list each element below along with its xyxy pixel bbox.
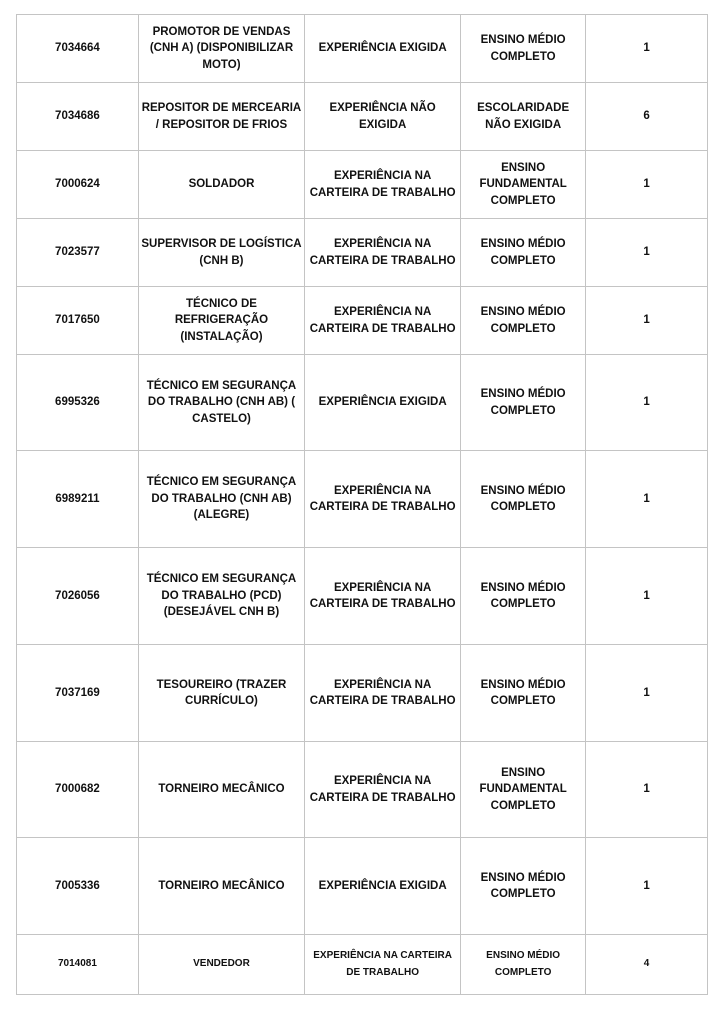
vacancy-code: 7034664 — [17, 15, 139, 83]
vacancy-education: ESCOLARIDADE NÃO EXIGIDA — [461, 83, 586, 151]
vacancy-experience: EXPERIÊNCIA EXIGIDA — [305, 838, 461, 935]
vacancy-openings: 1 — [586, 742, 708, 838]
vacancy-code: 6989211 — [17, 451, 139, 548]
vacancy-code: 7037169 — [17, 645, 139, 742]
table-row — [17, 219, 708, 287]
vacancy-code: 6995326 — [17, 355, 139, 451]
vacancy-openings: 1 — [586, 219, 708, 287]
vacancy-role: TÉCNICO DE REFRIGERAÇÃO (INSTALAÇÃO) — [138, 287, 304, 355]
vacancy-code: 7000624 — [17, 151, 139, 219]
table-row — [17, 83, 708, 151]
vacancy-openings: 1 — [586, 838, 708, 935]
vacancy-role: PROMOTOR DE VENDAS (CNH A) (DISPONIBILIZAR MOTO) — [138, 15, 304, 83]
vacancy-experience: EXPERIÊNCIA EXIGIDA — [305, 15, 461, 83]
vacancy-role: TÉCNICO EM SEGURANÇA DO TRABALHO (PCD) (DESEJÁVEL CNH B) — [138, 548, 304, 645]
vacancy-education: ENSINO MÉDIO COMPLETO — [461, 15, 586, 83]
vacancy-openings: 1 — [586, 355, 708, 451]
vacancy-education: ENSINO MÉDIO COMPLETO — [461, 548, 586, 645]
vacancy-code: 7034686 — [17, 83, 139, 151]
vacancy-role: SUPERVISOR DE LOGÍSTICA (CNH B) — [138, 219, 304, 287]
vacancy-code: 7017650 — [17, 287, 139, 355]
table-row — [17, 451, 708, 548]
table-row — [17, 548, 708, 645]
vacancy-education: ENSINO MÉDIO COMPLETO — [461, 355, 586, 451]
vacancy-role: TORNEIRO MECÂNICO — [138, 742, 304, 838]
vacancy-experience: EXPERIÊNCIA NA CARTEIRA DE TRABALHO — [305, 451, 461, 548]
vacancy-role: TORNEIRO MECÂNICO — [138, 838, 304, 935]
vacancy-education: ENSINO FUNDAMENTAL COMPLETO — [461, 742, 586, 838]
vacancy-education: ENSINO MÉDIO COMPLETO — [461, 838, 586, 935]
vacancy-openings: 1 — [586, 15, 708, 83]
vacancy-role: TÉCNICO EM SEGURANÇA DO TRABALHO (CNH AB) (ALEGRE) — [138, 451, 304, 548]
table-row — [17, 838, 708, 935]
vacancy-experience: EXPERIÊNCIA NA CARTEIRA DE TRABALHO — [305, 935, 461, 995]
vacancy-experience: EXPERIÊNCIA NA CARTEIRA DE TRABALHO — [305, 219, 461, 287]
vacancy-education: ENSINO MÉDIO COMPLETO — [461, 451, 586, 548]
vacancy-code: 7005336 — [17, 838, 139, 935]
vacancy-education: ENSINO FUNDAMENTAL COMPLETO — [461, 151, 586, 219]
vacancy-table — [16, 14, 708, 995]
vacancy-openings: 1 — [586, 548, 708, 645]
vacancy-experience: EXPERIÊNCIA NA CARTEIRA DE TRABALHO — [305, 645, 461, 742]
vacancy-code: 7026056 — [17, 548, 139, 645]
table-row — [17, 287, 708, 355]
table-row — [17, 935, 708, 995]
vacancy-openings: 1 — [586, 645, 708, 742]
vacancy-education: ENSINO MÉDIO COMPLETO — [461, 287, 586, 355]
vacancy-table-body — [17, 15, 708, 995]
vacancy-role: REPOSITOR DE MERCEARIA / REPOSITOR DE FRIOS — [138, 83, 304, 151]
vacancy-role: TÉCNICO EM SEGURANÇA DO TRABALHO (CNH AB) ( CASTELO) — [138, 355, 304, 451]
vacancy-role: VENDEDOR — [138, 935, 304, 995]
vacancy-role: SOLDADOR — [138, 151, 304, 219]
table-row — [17, 645, 708, 742]
table-row — [17, 742, 708, 838]
vacancy-sheet — [16, 14, 708, 995]
vacancy-experience: EXPERIÊNCIA NA CARTEIRA DE TRABALHO — [305, 548, 461, 645]
vacancy-code: 7023577 — [17, 219, 139, 287]
vacancy-experience: EXPERIÊNCIA NA CARTEIRA DE TRABALHO — [305, 151, 461, 219]
vacancy-education: ENSINO MÉDIO COMPLETO — [461, 645, 586, 742]
vacancy-experience: EXPERIÊNCIA NÃO EXIGIDA — [305, 83, 461, 151]
vacancy-openings: 6 — [586, 83, 708, 151]
vacancy-experience: EXPERIÊNCIA EXIGIDA — [305, 355, 461, 451]
table-row — [17, 355, 708, 451]
vacancy-openings: 4 — [586, 935, 708, 995]
vacancy-code: 7000682 — [17, 742, 139, 838]
vacancy-role: TESOUREIRO (TRAZER CURRÍCULO) — [138, 645, 304, 742]
vacancy-experience: EXPERIÊNCIA NA CARTEIRA DE TRABALHO — [305, 742, 461, 838]
vacancy-code: 7014081 — [17, 935, 139, 995]
vacancy-education: ENSINO MÉDIO COMPLETO — [461, 219, 586, 287]
vacancy-openings: 1 — [586, 451, 708, 548]
table-row — [17, 15, 708, 83]
vacancy-openings: 1 — [586, 287, 708, 355]
table-row — [17, 151, 708, 219]
vacancy-openings: 1 — [586, 151, 708, 219]
vacancy-experience: EXPERIÊNCIA NA CARTEIRA DE TRABALHO — [305, 287, 461, 355]
vacancy-education: ENSINO MÉDIO COMPLETO — [461, 935, 586, 995]
